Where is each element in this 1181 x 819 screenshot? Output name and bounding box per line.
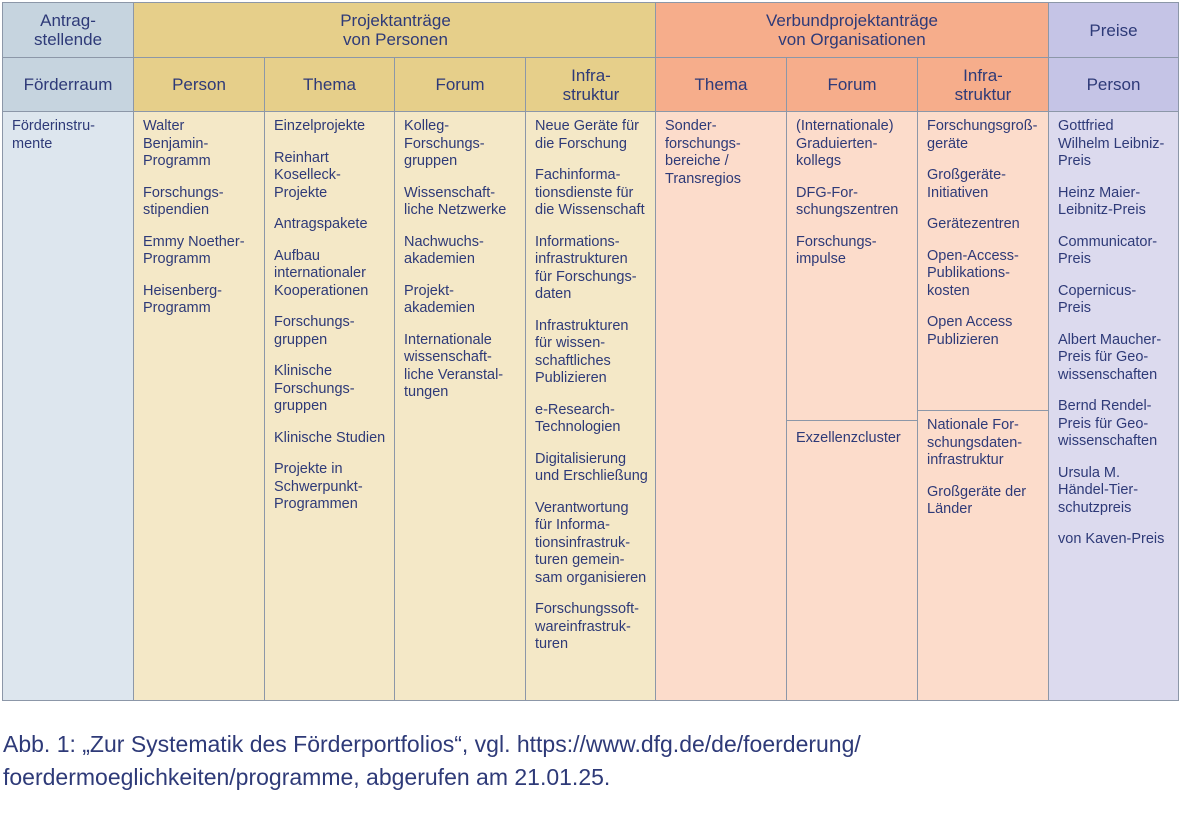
list-item: Forschungs- gruppen [274,314,355,348]
figure-caption: Abb. 1: „Zur Systematik des Förderportfolios“, vgl. https://www.dfg.de/de/foerderung/ foerdermoeglichkeiten/programme, abgerufen am 21.01.25. [3,731,861,790]
column-forum [394,111,526,701]
subheader-org-thema: Thema [655,57,787,112]
list-item: Forschungsgroß- geräte [927,118,1038,152]
subheader-preise-person: Person [1048,57,1179,112]
row-label-foerderinstrumente [2,111,134,701]
list-item: Klinische Studien [274,429,386,446]
list-item: Großgeräte- Initiativen [927,167,1006,201]
list-item: Nachwuchs- akademien [404,233,484,267]
list-item: Bernd Rendel- Preis für Geo- wissenschaften [1058,398,1158,449]
column-org-forum-lower [786,420,918,701]
list-item: Reinhart Koselleck- Projekte [274,149,341,201]
funding-portfolio-diagram [2,2,1179,701]
subheader-thema: Thema [264,57,395,112]
list-item: e-Research- Technologien [535,401,621,435]
list-item: von Kaven-Preis [1058,531,1165,547]
list-item: Einzelprojekte [274,118,366,134]
column-org-forum [786,111,918,421]
list-item: Forschungs- stipendien [143,184,224,218]
list-item: Antragspakete [274,216,368,232]
list-item: Walter Benjamin- Programm [143,118,211,169]
list-item: Projekte in Schwerpunkt- Programmen [274,461,363,512]
column-org-infrastruktur [917,111,1049,411]
list-item: Infrastrukturen für wissen- schaftliches Publizieren [535,317,629,386]
list-item: Digitalisierung und Erschließung [535,450,648,484]
list-item: Wissenschaft- liche Netzwerke [404,184,507,218]
subheader-org-infrastruktur: Infra- struktur [917,57,1049,112]
list-item: Kolleg- Forschungs- gruppen [404,118,485,169]
list-item: Nationale For- schungsdaten- infrastruktur [927,417,1023,468]
column-org-thema [655,111,787,701]
list-item: Heisenberg- Programm [143,282,222,316]
list-item: Heinz Maier- Leibnitz-Preis [1058,184,1146,218]
list-item: Open Access Publizieren [927,314,1013,348]
list-item: Internationale wissenschaft- liche Veranstal- tungen [404,331,504,400]
subheader-person: Person [133,57,265,112]
header-verbundprojektantraege-organisationen: Verbundprojektanträge von Organisationen [655,2,1049,58]
column-org-infrastruktur-lower [917,410,1049,701]
list-item: Neue Geräte für die Forschung [535,118,639,152]
list-item: Exzellenzcluster [796,430,901,446]
list-item: Copernicus- Preis [1058,282,1137,316]
list-item: Großgeräte der Länder [927,483,1027,517]
row-label-text: Förderinstru- mente [12,118,95,152]
list-item: Gerätezentren [927,216,1020,232]
list-item: Informations- infrastrukturen für Forschungs- daten [535,233,637,302]
column-infrastruktur [525,111,657,701]
subheader-org-forum: Forum [786,57,918,112]
list-item: Klinische Forschungs- gruppen [274,363,355,414]
column-preise [1048,111,1179,701]
header-preise: Preise [1048,2,1179,58]
list-item: Ursula M. Händel-Tier- schutzpreis [1058,464,1139,516]
column-thema [264,111,395,701]
list-item: Open-Access- Publikations- kosten [927,247,1019,299]
subheader-foerderraum: Förderraum [2,57,134,112]
list-item: Communicator- Preis [1058,233,1158,267]
subheader-forum: Forum [394,57,526,112]
header-antragstellende: Antrag- stellende [2,2,134,58]
list-item: Sonder- forschungs- bereiche / Transregios [665,118,742,187]
list-item: Albert Maucher- Preis für Geo- wissenschaften [1058,331,1162,383]
list-item: Emmy Noether- Programm [143,233,245,267]
column-person [133,111,265,701]
list-item: Fachinforma- tionsdienste für die Wissenschaft [535,167,645,218]
list-item: Gottfried Wilhelm Leibniz- Preis [1058,118,1165,169]
list-item: Aufbau internationaler Kooperationen [274,247,369,299]
header-projektantraege-personen: Projektanträge von Personen [133,2,658,58]
list-item: Verantwortung für Informa- tionsinfrastruk- turen gemein- sam organisieren [535,499,647,586]
list-item: DFG-For- schungszentren [796,184,899,218]
subheader-infrastruktur: Infra- struktur [525,57,657,112]
list-item: Forschungs- impulse [796,233,877,267]
list-item: Projekt- akademien [404,282,475,316]
list-item: (Internationale) Graduierten- kollegs [796,118,894,169]
list-item: Forschungssoft- wareinfrastruk- turen [535,601,639,652]
